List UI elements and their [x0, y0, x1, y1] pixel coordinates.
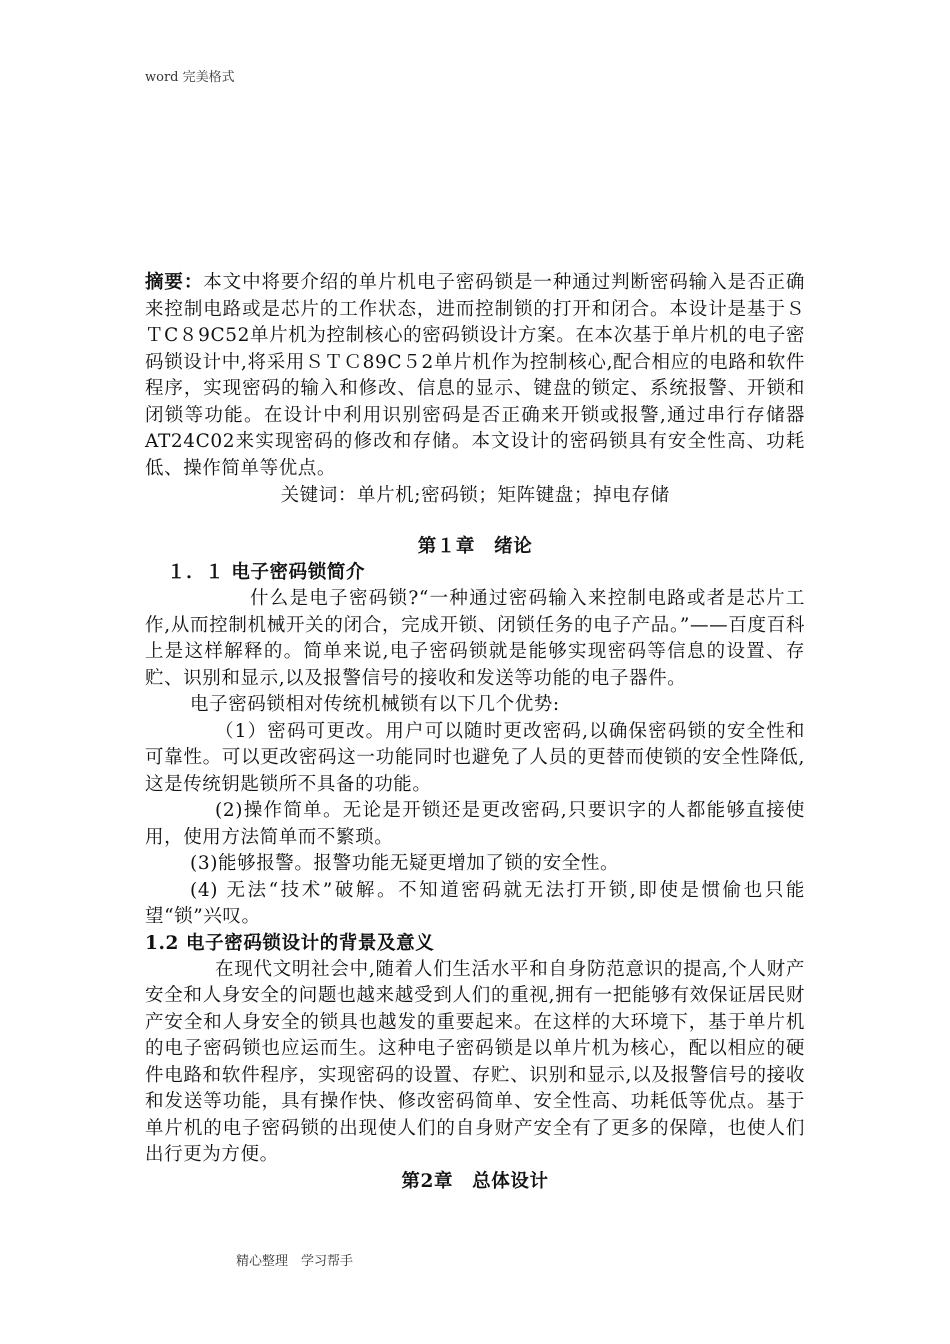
advantage-item-1: （1）密码可更改。用户可以随时更改密码,以确保密码锁的安全性和可靠性。可以更改密码这一功能同时也避免了人员的更替而使锁的安全性降低,这是传统钥匙锁所不具备的功能。 — [145, 720, 805, 795]
chapter-2-title: 第2章 总体设计 — [401, 1170, 549, 1192]
section-1-1-title: １．１ 电子密码锁简介 — [167, 562, 366, 583]
abstract-text: 本文中将要介绍的单片机电子密码锁是一种通过判断密码输入是否正确来控制电路或是芯片的工作状态，进而控制锁的打开和闭合。本设计是基于ＳＴC８9C52单片机为控制核心的密码锁设计方案。在本次基于单片机的电子密码锁设计中,将采用ＳＴＣ89C５2单片机作为控制核心,配合相应的电路和软件程序，实现密码的输入和修改、信息的显示、键盘的锁定、系统报警、开锁和闭锁等功能。在设计中利用识别密码是否正确来开锁或报警,通过串行存储器AT24C02来实现密码的修改和存储。本文设计的密码锁具有安全性高、功耗低、操作简单等优点。 — [145, 272, 805, 479]
advantage-item-2: (2)操作简单。无论是开锁还是更改密码,只要识字的人都能够直接使用，使用方法简单而不繁琐。 — [145, 800, 805, 848]
abstract-paragraph — [145, 270, 805, 482]
page-header: word 完美格式 — [145, 70, 235, 85]
document-body — [145, 270, 805, 1195]
advantage-item-4: (4) 无法“技术”破解。不知道密码就无法打开锁,即使是惯偷也只能望“锁”兴叹。 — [145, 879, 805, 927]
advantage-item-3: (3)能够报警。报警功能无疑更增加了锁的安全性。 — [190, 853, 620, 874]
section-1-1-paragraph-2: 电子密码锁相对传统机械锁有以下几个优势: — [190, 694, 560, 715]
page-footer: 精心整理 学习帮手 — [236, 1254, 354, 1269]
chapter-1-title: 第１章 绪论 — [417, 536, 533, 557]
keywords-line: 关键词：单片机;密码锁；矩阵键盘；掉电存储 — [280, 485, 670, 506]
abstract-label: 摘要： — [145, 272, 204, 293]
section-1-2-paragraph-1: 在现代文明社会中,随着人们生活水平和自身防范意识的提高,个人财产安全和人身安全的问题也越来越受到人们的重视,拥有一把能够有效保证居民财产安全和人身安全的锁具也越发的重要起来。在这样的大环境下，基于单片机的电子密码锁也应运而生。这种电子密码锁是以单片机为核心，配以相应的硬件电路和软件程序，实现密码的设置、存贮、识别和显示,以及报警信号的接收和发送等功能，具有操作快、修改密码简单、安全性高、功耗低等优点。基于单片机的电子密码锁的出现使人们的自身财产安全有了更多的保障，也使人们出行更为方便。 — [145, 958, 805, 1165]
section-1-1-paragraph-1: 什么是电子密码锁?“一种通过密码输入来控制电路或者是芯片工作,从而控制机械开关的闭合，完成开锁、闭锁任务的电子产品。”——百度百科上是这样解释的。简单来说,电子密码锁就是能够实现密码等信息的设置、存贮、识别和显示,以及报警信号的接收和发送等功能的电子器件。 — [145, 588, 805, 689]
section-1-2-title: 1.2 电子密码锁设计的背景及意义 — [145, 932, 435, 954]
